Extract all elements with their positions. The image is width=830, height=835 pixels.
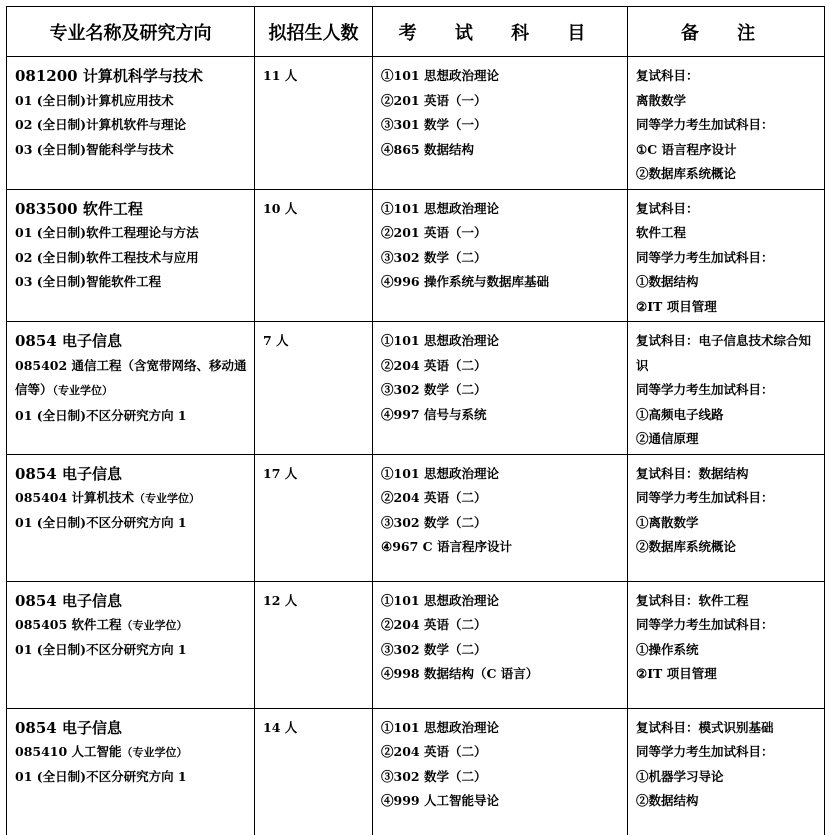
sub-code: 085404 计算机技术 [15,490,135,505]
major-cell [7,57,255,190]
subjects-cell [373,454,628,581]
header-subjects: 考 试 科 目 [373,7,628,57]
quota-cell [255,189,373,322]
note: 复试科目：数据结构 [636,465,749,481]
note: 软件工程 [636,225,687,240]
note: 同等学力考生加试科目： [636,382,774,397]
sub-code: 085405 软件工程 [15,617,122,632]
subject: ③302 数学（二） [381,514,487,530]
quota-cell [255,581,373,708]
note: ②数据库系统概论 [636,166,737,181]
major-name: 0854 电子信息 [15,332,122,350]
subject: ④967 C 语言程序设计 [381,539,512,554]
notes-cell [628,581,825,708]
direction: 01 (全日制)不区分研究方向 1 [15,768,187,784]
subject: ③302 数学（二） [381,249,487,265]
subject: ③302 数学（二） [381,641,487,657]
subject: ①101 思想政治理论 [381,465,499,481]
note: 离散数学 [636,92,687,108]
table-row [7,189,825,322]
subject: ④997 信号与系统 [381,406,487,422]
subjects-cell [373,189,628,322]
note: ①高频电子线路 [636,406,724,422]
note: 复试科目：模式识别基础 [636,719,774,735]
direction: 01 (全日制)不区分研究方向 1 [15,407,187,423]
note: ①机器学习导论 [636,768,724,784]
note: 同等学力考生加试科目： [636,617,774,632]
note: 复试科目：软件工程 [636,592,749,608]
note: 同等学力考生加试科目： [636,490,774,505]
table-row [7,454,825,581]
subjects-cell [373,322,628,455]
subject: ②204 英语（二） [381,357,487,373]
header-major: 专业名称及研究方向 [7,7,255,57]
subject: ②204 英语（二） [381,744,487,759]
degree-tag: （专业学位） [121,746,188,759]
note: ①数据结构 [636,274,699,289]
subject: ④998 数据结构（C 语言） [381,666,539,681]
subject: ②204 英语（二） [381,490,487,505]
note: 同等学力考生加试科目： [636,744,774,759]
note: 复试科目：电子信息技术综合知识 [636,333,812,373]
subjects-cell [373,581,628,708]
direction: 02 (全日制)软件工程技术与应用 [15,249,199,265]
major-name: 083500 软件工程 [15,199,143,218]
major-cell [7,189,255,322]
major-cell [7,708,255,835]
note: 同等学力考生加试科目： [636,117,774,132]
quota-cell [255,708,373,835]
note: ①C 语言程序设计 [636,141,737,157]
major-cell [7,581,255,708]
major-cell [7,322,255,455]
quota: 12 人 [263,592,298,608]
major-name: 0854 电子信息 [15,718,122,737]
direction: 01 (全日制)计算机应用技术 [15,92,174,108]
quota: 14 人 [263,719,298,735]
subjects-cell [373,708,628,835]
note: ②IT 项目管理 [636,298,717,314]
note: ②数据库系统概论 [636,539,737,554]
quota-cell [255,322,373,455]
direction: 03 (全日制)智能软件工程 [15,274,162,289]
notes-cell [628,708,825,835]
table-row [7,708,825,835]
degree-tag: （专业学位） [134,492,201,505]
major-cell [7,454,255,581]
notes-cell [628,454,825,581]
sub-major [15,354,248,404]
degree-tag: （专业学位） [121,619,188,632]
subject: ①101 思想政治理论 [381,333,499,348]
subject: ②204 英语（二） [381,617,487,632]
quota-cell [255,57,373,190]
note: 复试科目： [636,200,699,216]
quota: 11 人 [263,68,298,83]
major-name: 0854 电子信息 [15,591,122,610]
subject: ①101 思想政治理论 [381,200,499,216]
subject: ③301 数学（一） [381,117,487,132]
note: ②IT 项目管理 [636,666,717,681]
major-name: 081200 计算机科学与技术 [15,67,203,85]
subject: ②201 英语（一） [381,225,487,240]
direction: 01 (全日制)软件工程理论与方法 [15,225,199,240]
sub-major [15,613,248,638]
subject: ③302 数学（二） [381,382,487,397]
note: 同等学力考生加试科目： [636,249,774,265]
sub-code: 085410 人工智能 [15,744,122,759]
notes-cell [628,189,825,322]
quota-cell [255,454,373,581]
sub-major [15,740,248,765]
header-quota: 拟招生人数 [255,7,373,57]
direction: 02 (全日制)计算机软件与理论 [15,117,187,132]
table-row [7,322,825,455]
subject: ④865 数据结构 [381,141,474,157]
direction: 01 (全日制)不区分研究方向 1 [15,514,187,530]
quota: 17 人 [263,465,298,481]
subject: ③302 数学（二） [381,768,487,784]
subject: ①101 思想政治理论 [381,68,499,83]
note: ①操作系统 [636,641,699,657]
subject: ④996 操作系统与数据库基础 [381,274,549,289]
subject: ④999 人工智能导论 [381,793,499,808]
quota: 7 人 [263,333,289,348]
note: ②通信原理 [636,431,699,446]
note: ①离散数学 [636,514,699,530]
quota: 10 人 [263,200,298,216]
sub-major [15,486,248,511]
table-row [7,581,825,708]
degree-tag: （专业学位） [52,384,114,397]
notes-cell [628,322,825,455]
header-row [7,7,825,57]
admissions-table [6,6,825,835]
subject: ①101 思想政治理论 [381,592,499,608]
notes-cell [628,57,825,190]
sub-code: 085402 通信工程（含宽带网络、移动通信等） [15,357,247,397]
note: ②数据结构 [636,793,699,808]
table-row [7,57,825,190]
major-name: 0854 电子信息 [15,464,122,483]
subject: ①101 思想政治理论 [381,719,499,735]
header-notes: 备 注 [628,7,825,57]
direction: 03 (全日制)智能科学与技术 [15,141,174,157]
direction: 01 (全日制)不区分研究方向 1 [15,641,187,657]
subjects-cell [373,57,628,190]
subject: ②201 英语（一） [381,92,487,108]
note: 复试科目： [636,68,699,83]
